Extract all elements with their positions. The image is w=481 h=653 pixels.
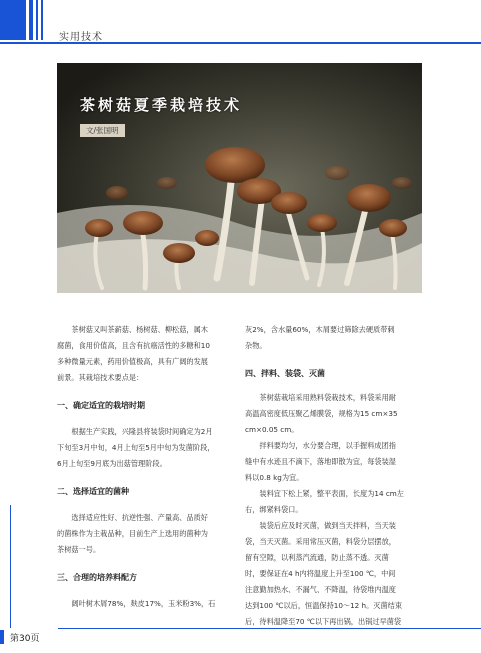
paragraph: 阔叶树木屑78%，麸皮17%，玉米粉3%，石 [71,599,216,608]
paragraph: 装袋后应及时灭菌，做到当天拌料，当天装 袋，当天灭菌。采用常压灭菌，料袋分层摆放， 留有空隙，以利蒸汽流通，防止蒸不透。灭菌 时，要保证在4 h内将温度上升至100 ℃，中间 注意勤加热水、不漏气、不降温，待袋堆内温度 达到100 ℃以后，恒温保持10～12 h。灭菌结束 后，待料温降至70 ℃以下再出锅，出锅过早菌袋 [245,521,403,626]
footer-rule [58,628,481,629]
section-heading: 二、选择适宜的菌种 [57,487,129,496]
paragraph: 茶树菇栽培采用熟料袋栽技术，料袋采用耐 高温高密度低压聚乙烯膜袋，规格为15 cm×35 cm×0.05 cm。 [245,393,398,434]
footer-vertical-rule [10,505,11,628]
left-column [57,322,232,612]
section-heading: 一、确定适宜的栽培时期 [57,401,145,410]
paragraph: 拌料要均匀，水分要合理，以手握料成团指 缝中有水迹且不滴下，落地即散为宜，每袋装湿 料以0.8 kg为宜。 [245,441,396,482]
paragraph: 选择适应性好、抗逆性强、产量高、品质好 的菌株作为主栽品种，目前生产上选用的菌种为 茶树菇一号。 [57,513,208,554]
right-column [245,322,422,630]
corner-decoration [0,0,48,52]
paragraph: 根据生产实践，兴隆县将装袋时间确定为2月 下旬至3月中旬，4月上旬至5月中旬为发菌阶段， 6月上旬至9月底为出菇管理阶段。 [57,427,215,468]
section-label: 实用技术 [59,32,103,43]
footer-bar [0,630,4,644]
article-title: 茶树菇夏季栽培技术 [80,96,243,114]
paragraph: 灰2%，含水量60%，木屑要过筛除去硬质带刺 杂物。 [245,325,395,350]
paragraph: 装料宜下松上紧，整平表面，长度为14 cm左 右，绑紧料袋口。 [245,489,404,514]
paragraph: 茶树菇又叫茶薪菇、杨树菇、柳松菇，属木 腐菌，食用价值高，且含有抗癌活性的多糖和10 多种微量元素，药用价值极高，具有广阔的发展 前景。其栽培技术要点是： [57,325,210,382]
section-heading: 四、拌料、装袋、灭菌 [245,369,325,378]
section-heading: 三、合理的培养料配方 [57,573,137,582]
page-number: 第30页 [10,634,40,644]
author-label: 文/张国明 [80,124,125,137]
